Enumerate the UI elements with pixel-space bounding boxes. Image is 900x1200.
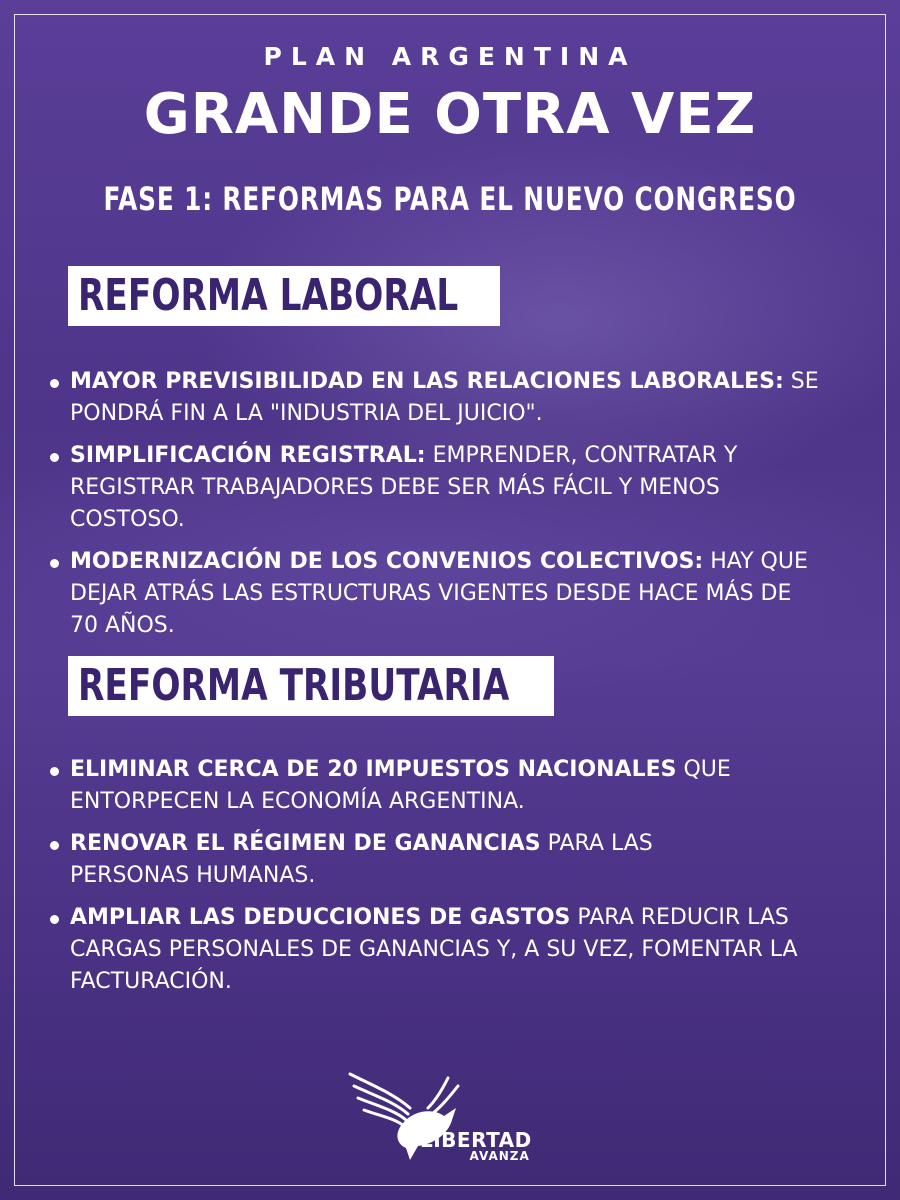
item-bold: MAYOR PREVISIBILIDAD EN LAS RELACIONES LABORALES:: [70, 369, 784, 394]
plan-supertitle: PLAN ARGENTINA: [263, 42, 637, 71]
eagle-wing-feather: [364, 1110, 404, 1126]
logo-line-2: LIBERTAD: [420, 1128, 532, 1152]
list-item: [50, 828, 690, 892]
list-laboral: [50, 366, 870, 652]
logo-line-3: AVANZA: [469, 1149, 530, 1163]
section-heading-tributaria-label: REFORMA TRIBUTARIA: [78, 660, 510, 711]
item-text: EMPRENDER, CONTRATAR Y REGISTRAR TRABAJADORES DEBE SER MÁS FÁCIL Y MENOS COSTOSO.: [70, 443, 738, 532]
section-heading-tributaria: [68, 656, 554, 716]
logo-wordmark: [420, 1118, 532, 1162]
list-item: [50, 366, 870, 430]
list-item: [50, 902, 860, 998]
item-text: HAY QUE DEJAR ATRÁS LAS ESTRUCTURAS VIGENTES DESDE HACE MÁS DE 70 AÑOS.: [70, 549, 808, 638]
item-bold: MODERNIZACIÓN DE LOS CONVENIOS COLECTIVOS:: [70, 549, 704, 574]
phase-heading: FASE 1: REFORMAS PARA EL NUEVO CONGRESO: [103, 180, 797, 218]
item-text: SE PONDRÁ FIN A LA "INDUSTRIA DEL JUICIO".: [70, 369, 819, 426]
section-heading-laboral: [68, 266, 500, 326]
bullet-icon: [50, 379, 59, 388]
bullet-icon: [50, 767, 59, 776]
list-item: [50, 440, 810, 536]
item-bold: RENOVAR EL RÉGIMEN DE GANANCIAS: [70, 831, 541, 856]
item-bold: ELIMINAR CERCA DE 20 IMPUESTOS NACIONALES: [70, 757, 677, 782]
main-title: GRANDE OTRA VEZ: [143, 82, 757, 147]
item-text: QUE ENTORPECEN LA ECONOMÍA ARGENTINA.: [70, 757, 731, 814]
section-heading-laboral-label: REFORMA LABORAL: [78, 270, 459, 321]
item-bold: AMPLIAR LAS DEDUCCIONES DE GASTOS: [70, 905, 571, 930]
item-text: PARA REDUCIR LAS CARGAS PERSONALES DE GANANCIAS Y, A SU VEZ, FOMENTAR LA FACTURACIÓN.: [70, 905, 798, 994]
list-item: [50, 546, 810, 642]
bullet-icon: [50, 841, 59, 850]
list-tributaria: [50, 754, 870, 1008]
bullet-icon: [50, 453, 59, 462]
eagle-wing-feather: [350, 1074, 410, 1108]
bullet-icon: [50, 915, 59, 924]
logo-line-1: LA: [420, 1117, 437, 1131]
list-item: [50, 754, 830, 818]
item-bold: SIMPLIFICACIÓN REGISTRAL:: [70, 443, 426, 468]
item-text: PARA LAS PERSONAS HUMANAS.: [70, 831, 653, 888]
bullet-icon: [50, 559, 59, 568]
